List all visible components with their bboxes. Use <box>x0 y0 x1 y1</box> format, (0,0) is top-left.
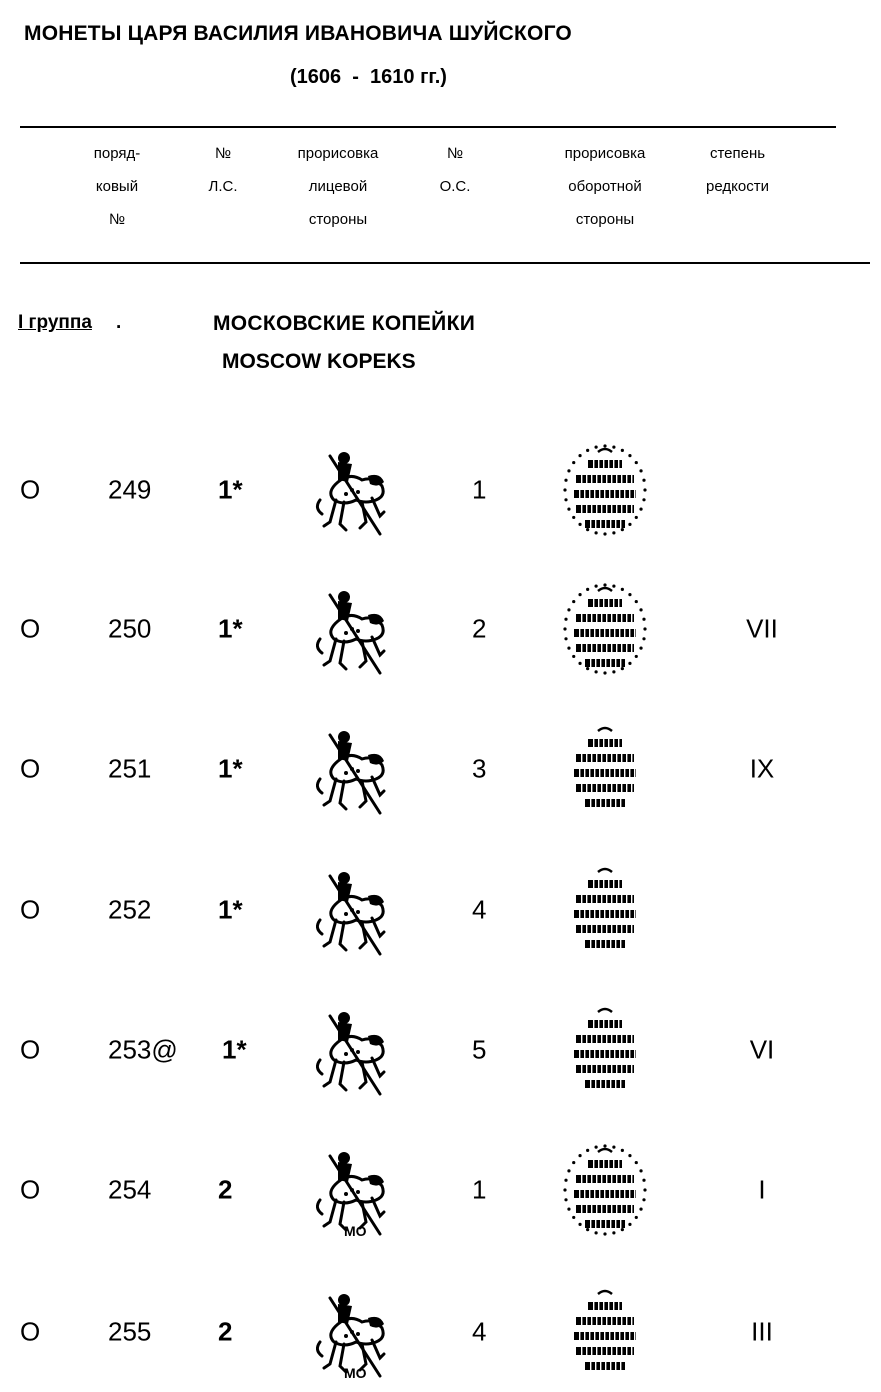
page-title: МОНЕТЫ ЦАРЯ ВАСИЛИЯ ИВАНОВИЧА ШУЙСКОГО <box>24 22 572 45</box>
horseman-spear-icon <box>300 581 400 677</box>
header-col-obverse: прорисовка лицевой стороны <box>297 145 379 228</box>
row-obverse-number: 2 <box>218 1174 233 1205</box>
row-rarity: VI <box>749 1034 775 1065</box>
row-obverse-number: 1* <box>218 613 243 644</box>
horseman-mo-icon <box>300 1284 400 1380</box>
table-row <box>0 1130 881 1250</box>
table-row <box>0 850 881 970</box>
header-col-ls: № Л.С. <box>208 145 238 195</box>
row-rarity: I <box>758 1174 766 1205</box>
row-serial-number: 254 <box>108 1174 152 1205</box>
header-col-reverse: прорисовка оборотной стороны <box>564 145 646 228</box>
dotted-legend-icon <box>560 442 650 538</box>
dotted-legend-icon <box>560 1142 650 1238</box>
horseman-spear-icon <box>300 442 400 538</box>
row-mark: О <box>20 1174 41 1205</box>
row-obverse-number: 2 <box>218 1316 233 1347</box>
row-mark: О <box>20 1316 41 1347</box>
header-top-rule <box>20 126 836 128</box>
row-mark: О <box>20 894 41 925</box>
row-reverse-number: 3 <box>472 753 487 784</box>
group-label-dot: . <box>116 312 122 333</box>
dotted-legend-icon <box>560 581 650 677</box>
row-mark: О <box>20 753 41 784</box>
group-name-ru: МОСКОВСКИЕ КОПЕЙКИ <box>213 312 476 335</box>
row-rarity: IX <box>749 753 775 784</box>
row-reverse-number: 5 <box>472 1034 487 1065</box>
row-serial-number: 252 <box>108 894 152 925</box>
row-rarity: VII <box>746 613 778 644</box>
group-label: I группа <box>18 312 92 333</box>
row-serial-number: 255 <box>108 1316 152 1347</box>
row-mark: О <box>20 1034 41 1065</box>
table-row <box>0 1272 881 1392</box>
row-reverse-number: 1 <box>472 474 487 505</box>
row-obverse-number: 1* <box>218 474 243 505</box>
years-subtitle: (1606 - 1610 гг.) <box>290 66 447 88</box>
row-serial-number: 250 <box>108 613 152 644</box>
table-row <box>0 709 881 829</box>
legend-icon <box>560 1284 650 1380</box>
horseman-mo-icon <box>300 1142 400 1238</box>
horseman-spear-icon <box>300 721 400 817</box>
svg-text:MO: MO <box>344 1223 367 1238</box>
svg-text:MO: MO <box>344 1365 367 1380</box>
row-reverse-number: 4 <box>472 894 487 925</box>
row-reverse-number: 1 <box>472 1174 487 1205</box>
row-serial-number: 253@ <box>108 1034 178 1065</box>
row-rarity: III <box>751 1316 773 1347</box>
legend-icon <box>560 1002 650 1098</box>
row-mark: О <box>20 613 41 644</box>
horseman-spear-icon <box>300 1002 400 1098</box>
table-row <box>0 569 881 689</box>
group-name-en: MOSCOW KOPEKS <box>222 350 416 373</box>
row-obverse-number: 1* <box>222 1034 247 1065</box>
header-col-rarity: степень редкости <box>706 145 769 195</box>
row-obverse-number: 1* <box>218 894 243 925</box>
table-row <box>0 990 881 1110</box>
row-mark: О <box>20 474 41 505</box>
legend-icon <box>560 721 650 817</box>
table-row <box>0 430 881 550</box>
header-bottom-rule <box>20 262 870 264</box>
row-serial-number: 249 <box>108 474 152 505</box>
header-col-serial: поряд- ковый № <box>93 145 141 228</box>
row-reverse-number: 2 <box>472 613 487 644</box>
row-serial-number: 251 <box>108 753 152 784</box>
legend-icon <box>560 862 650 958</box>
horseman-spear-icon <box>300 862 400 958</box>
row-obverse-number: 1* <box>218 753 243 784</box>
row-reverse-number: 4 <box>472 1316 487 1347</box>
header-col-os: № О.С. <box>439 145 471 195</box>
